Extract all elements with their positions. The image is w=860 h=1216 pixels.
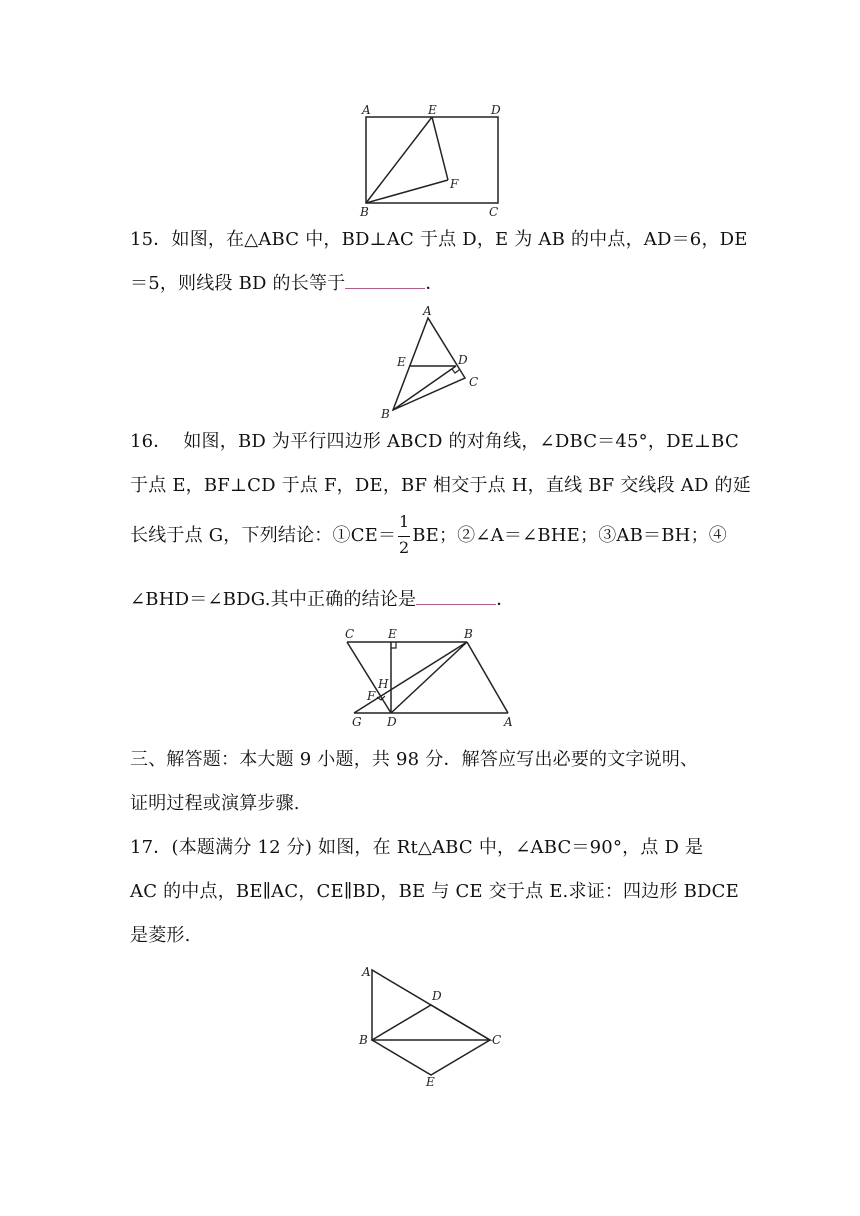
label-h: H — [378, 677, 389, 691]
label-b: B — [360, 205, 369, 219]
label-c: C — [492, 1033, 502, 1047]
q16-line-3: 长线于点 G，下列结论：①CE＝ $\frac{1}{2}$ BE；②∠A＝∠BHE；③AB＝BH；④ — [130, 512, 727, 557]
label-f: F — [450, 177, 459, 191]
figure-q16-parallelogram — [340, 625, 530, 735]
q17-line-1: 17．(本题满分 12 分) 如图，在 Rt△ABC 中，∠ABC＝90°，点 D 是 — [130, 837, 704, 858]
label-g: G — [352, 715, 362, 729]
figure-q15-triangle — [375, 300, 495, 420]
label-d: D — [432, 989, 442, 1003]
label-e: E — [426, 1075, 435, 1089]
segment-ba — [467, 642, 508, 713]
label-d: D — [491, 103, 501, 117]
label-c: C — [469, 375, 479, 389]
q17-line-3: 是菱形. — [130, 925, 191, 946]
label-c: C — [489, 205, 499, 219]
label-b: B — [464, 627, 473, 641]
answer-blank-q15[interactable] — [345, 272, 425, 289]
rectangle-abcd — [366, 117, 498, 203]
label-a: A — [504, 715, 513, 729]
label-d: D — [387, 715, 397, 729]
figure-q14-rectangle — [350, 100, 520, 220]
figure-q17-rhombus — [350, 960, 520, 1090]
q16-line-2: 于点 E，BF⊥CD 于点 F，DE，BF 相交于点 H，直线 BF 交线段 AD 的延 — [130, 475, 751, 496]
segment-ef — [432, 117, 448, 180]
label-a: A — [362, 103, 371, 117]
label-a: A — [423, 304, 432, 318]
label-e: E — [388, 627, 397, 641]
right-angle-mark-d — [452, 369, 459, 373]
q15-line-1: 15．如图，在△ABC 中，BD⊥AC 于点 D，E 为 AB 的中点，AD＝6，DE — [130, 229, 748, 250]
segment-bf — [366, 180, 448, 203]
segment-bd — [393, 366, 456, 410]
segment-bd — [391, 642, 467, 713]
label-e: E — [397, 355, 406, 369]
label-e: E — [428, 103, 437, 117]
section-3-line-2: 证明过程或演算步骤. — [130, 793, 300, 814]
label-b: B — [359, 1033, 368, 1047]
segment-be — [366, 117, 432, 203]
section-3-line-1: 三、解答题：本大题 9 小题，共 98 分．解答应写出必要的文字说明、 — [130, 749, 699, 770]
label-d: D — [458, 353, 468, 367]
answer-blank-q16[interactable] — [416, 588, 496, 605]
label-c: C — [345, 627, 355, 641]
q16-line-1: 16． 如图，BD 为平行四边形 ABCD 的对角线，∠DBC＝45°，DE⊥BC — [130, 431, 739, 452]
label-b: B — [381, 407, 390, 421]
q15-line-2: ＝5，则线段 BD 的长等于 ． — [130, 273, 444, 294]
label-a: A — [362, 965, 371, 979]
label-f: F — [367, 689, 376, 703]
q17-line-2: AC 的中点，BE∥AC，CE∥BD，BE 与 CE 交于点 E.求证：四边形 BDCE — [130, 881, 739, 902]
fraction-one-half: $\frac{1}{2}$ — [399, 512, 410, 557]
q16-line-4: ∠BHD＝∠BDG.其中正确的结论是 ． — [130, 589, 515, 610]
